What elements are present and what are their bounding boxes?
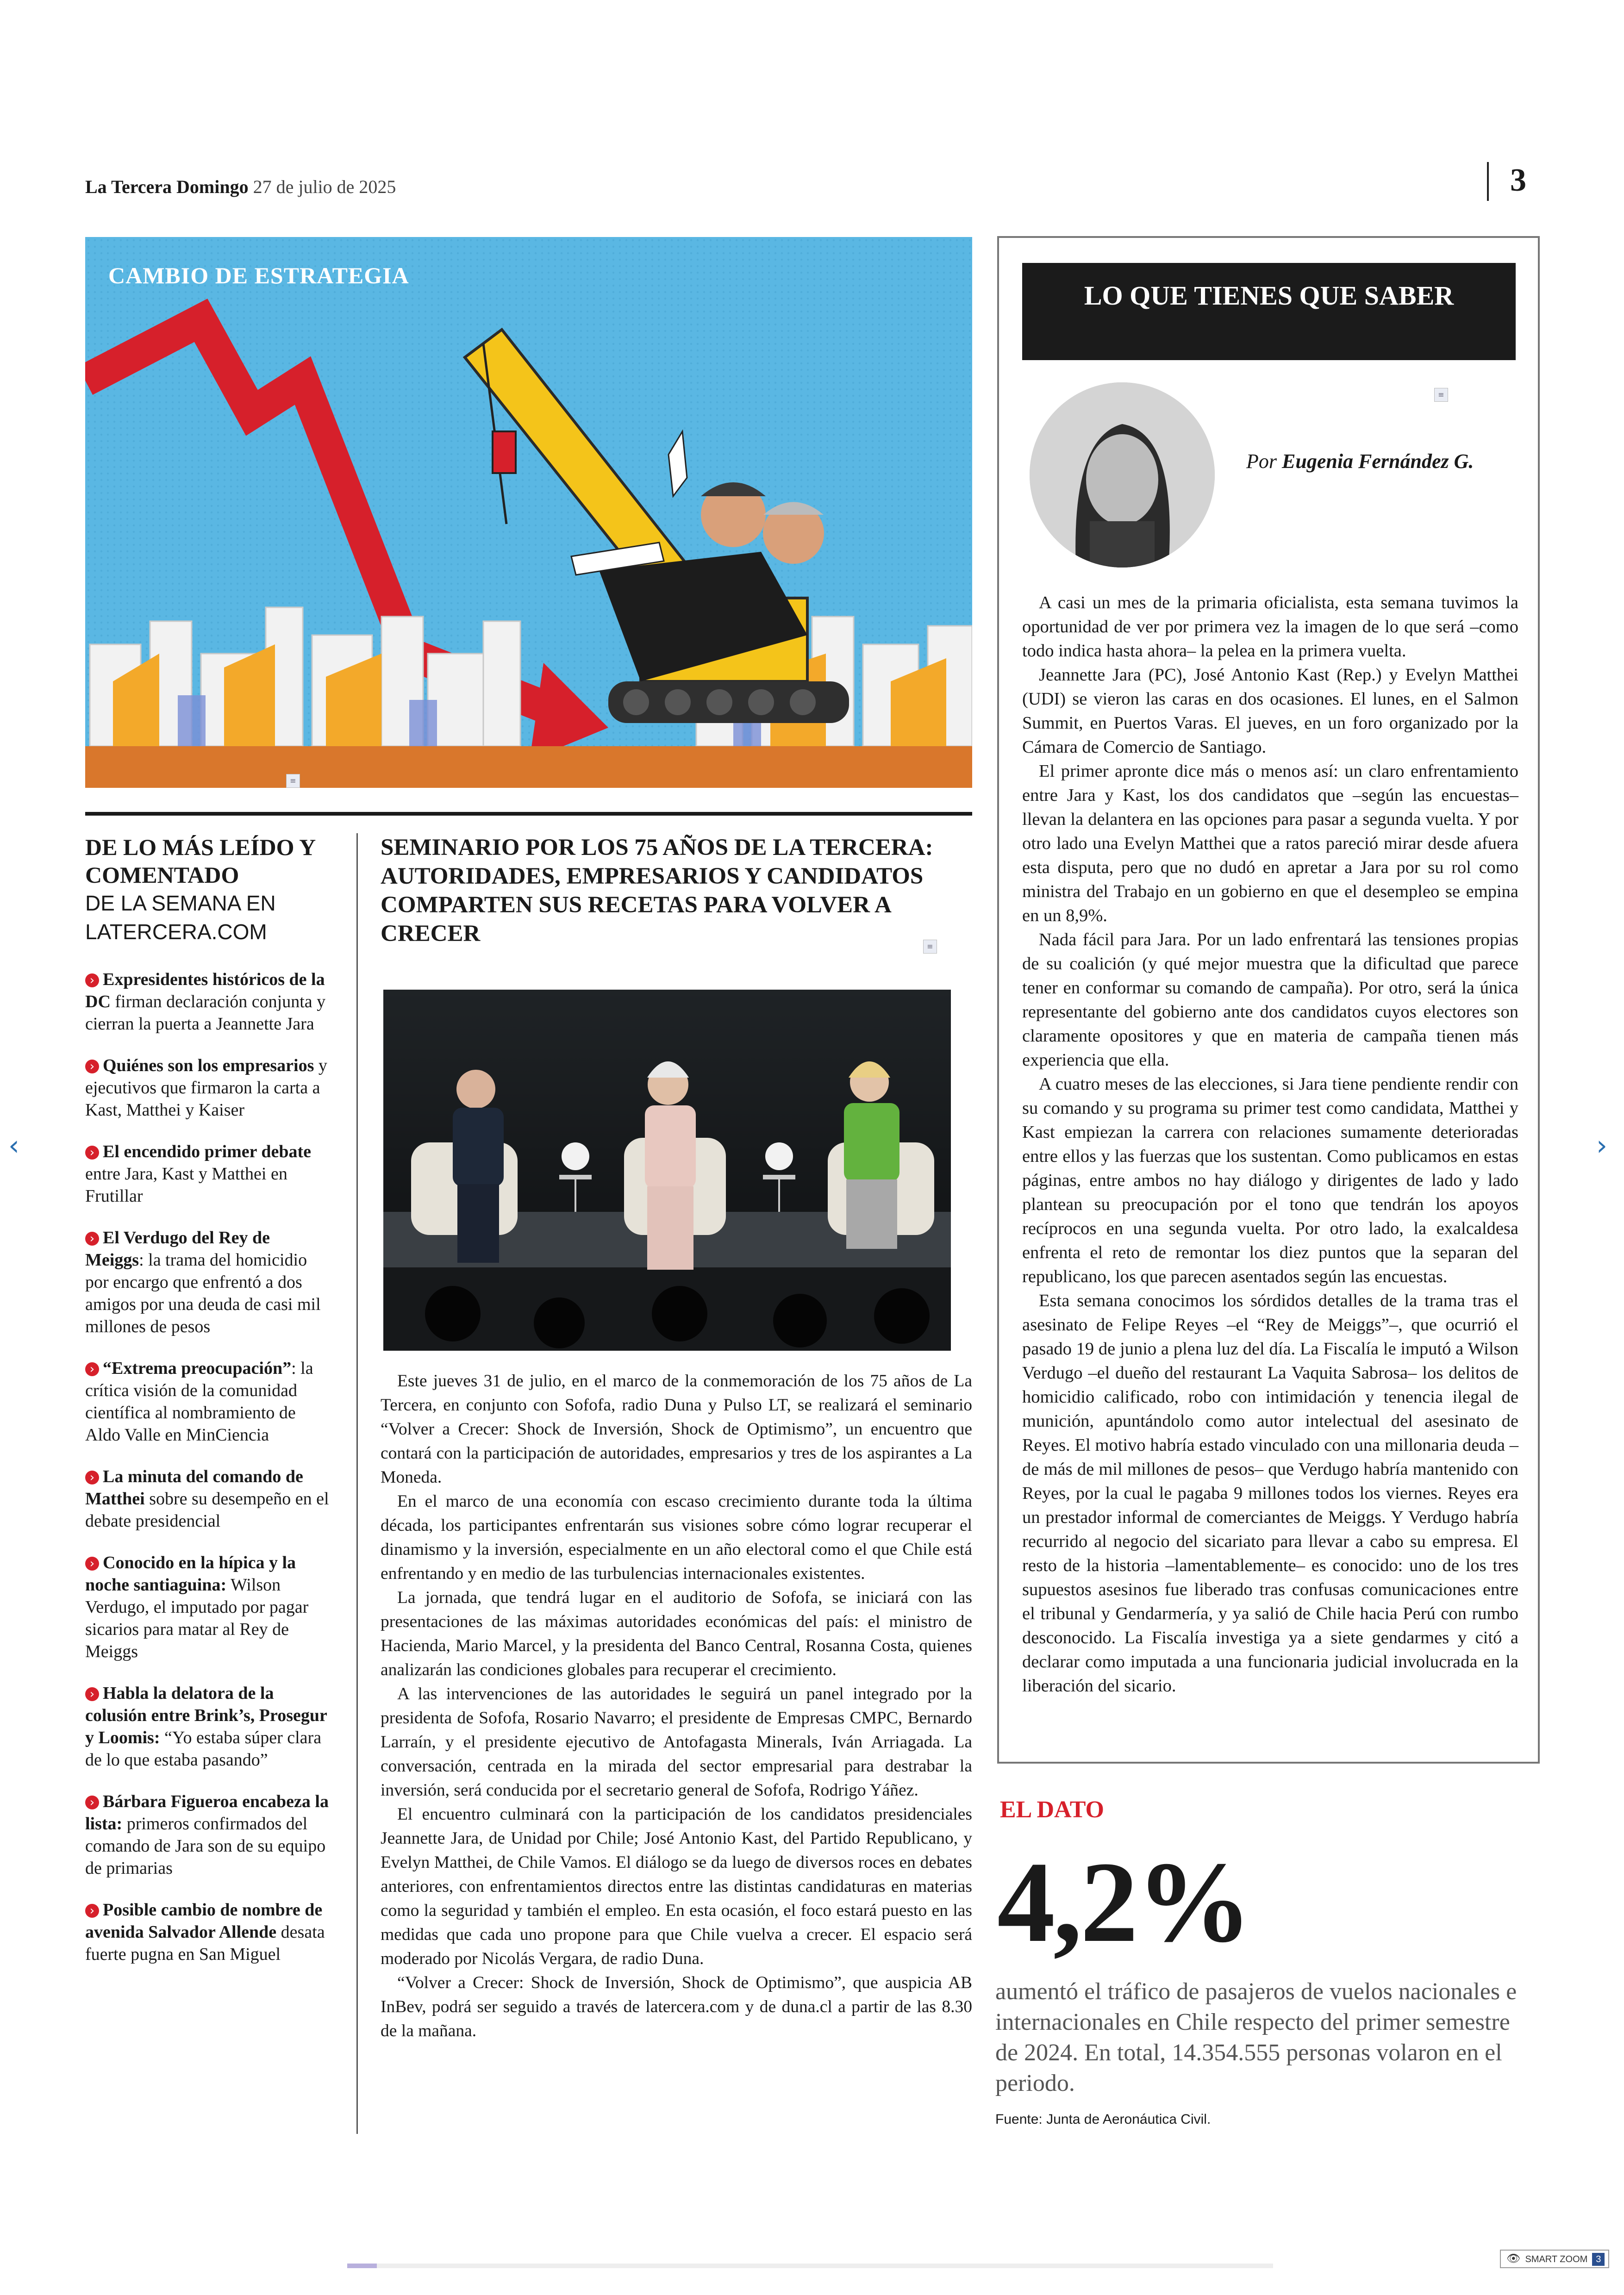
note-icon[interactable]: ≡ [923, 940, 937, 954]
paragraph: La jornada, que tendrá lugar en el auditorio de Sofofa, se iniciará con las presentaciones de las máximas autoridades económicas del país: el ministro de Hacienda, Mario Marcel, y la presidenta del Banco Central, Rosanna Costa, quienes analizarán las condiciones globales para recuperar el crecimiento. [381, 1588, 972, 1679]
most-read-item-headline: Bárbara Figueroa encabeza la lista: [85, 1792, 329, 1834]
paragraph: Este jueves 31 de julio, en el marco de la conmemoración de los 75 años de La Tercera, en conjunto con Sofofa, radio Duna y Pulso LT, se realizará el seminario “Volver a Crecer: Shock de Inversión, Shock de Optimismo”, un encuentro que contará con la participación de autoridades, empresarios y tres de los aspirantes a La Moneda. [381, 1372, 972, 1487]
bullet-icon: › [85, 973, 99, 987]
most-read-title: DE LO MÁS LEÍDO Y COMENTADO [85, 834, 315, 888]
most-read-item[interactable] [85, 1682, 331, 1771]
page-number: 3 [1510, 162, 1526, 198]
page-progress-bar[interactable] [347, 2264, 1273, 2268]
most-read-item-headline: Habla la delatora de la colusión entre Brink’s, Prosegur y Loomis: [85, 1684, 327, 1747]
most-read-subtitle: DE LA SEMANA EN LATERCERA.COM [85, 891, 276, 944]
header-divider [1487, 162, 1489, 201]
byline-prefix: Por [1246, 450, 1277, 473]
issue-date: 27 de julio de 2025 [253, 176, 396, 197]
most-read-item[interactable] [85, 1054, 331, 1121]
dato-source: Fuente: Junta de Aeronáutica Civil. [995, 2112, 1211, 2127]
dato-value: 4,2% [997, 1838, 1250, 1966]
bullet-icon: › [85, 1557, 99, 1571]
column-divider [356, 833, 358, 2134]
most-read-item[interactable] [85, 1466, 331, 1532]
smart-zoom-button[interactable] [1500, 2250, 1609, 2268]
note-icon[interactable]: ≡ [286, 774, 300, 788]
author-portrait [1030, 382, 1215, 568]
article-body [381, 1369, 972, 2043]
most-read-item[interactable] [85, 1899, 331, 1965]
most-read-item[interactable] [85, 1357, 331, 1446]
eye-icon: 👁 [1506, 2252, 1521, 2265]
smart-zoom-page: 3 [1592, 2253, 1605, 2266]
sidebar-body [1022, 591, 1518, 1698]
most-read-item-headline: Quiénes son los empresarios [103, 1056, 314, 1075]
bullet-icon: › [85, 1687, 99, 1701]
dato-label: EL DATO [1000, 1796, 1104, 1823]
most-read-item-text: “Yo estaba súper clara de lo que estaba pasando” [85, 1728, 322, 1770]
most-read-item-text: : la crítica visión de la comunidad científica al nombramiento de Aldo Valle en MinCiencia [85, 1359, 313, 1445]
sidebar-box [997, 236, 1540, 1764]
byline [1246, 449, 1474, 474]
most-read-item[interactable] [85, 1141, 331, 1207]
paragraph: A las intervenciones de las autoridades le seguirá un panel integrado por la presidenta de Sofofa, Rosario Navarro; el presidente de Empresas CMPC, Bernardo Larraín, y el presidente ejecutivo de Antofagasta Minerals, Iván Arriagada. La conversación, centrada en la mirada del sector empresarial para destrabar la inversión, será conducida por el secretario general de Sofofa, Rodrigo Yáñez. [381, 1684, 972, 1800]
most-read-item-text: primeros confirmados del comando de Jara son de su equipo de primarias [85, 1814, 326, 1878]
bullet-icon: › [85, 1904, 99, 1918]
paragraph: El encuentro culminará con la participación de los candidatos presidenciales Jeannette Jara, de Unidad por Chile; José Antonio Kast, del Partido Republicano, y Evelyn Matthei, de Chile Vamos. El diálogo se da luego de diversos roces en debates anteriores, con enfrentamientos directos entre las distintas candidaturas en materias como la seguridad y también el empleo. En esta ocasión, el foco estará puesto en las medidas que cada uno propone para que Chile vuelva a crecer. El espacio será moderado por Nicolás Vergara, de radio Duna. [381, 1805, 972, 1968]
most-read-item-headline: Conocido en la hípica y la noche santiaguina: [85, 1553, 296, 1595]
stage-scene [383, 990, 951, 1351]
most-read-list [85, 968, 331, 1965]
dato-text: aumentó el tráfico de pasajeros de vuelos nacionales e internacionales en Chile respecto del primer semestre de 2024. En total, 14.354.555 personas volaron en el periodo. [995, 1978, 1517, 2096]
most-read-item-text: y ejecutivos que firmaron la carta a Kast, Matthei y Kaiser [85, 1056, 327, 1120]
note-icon[interactable]: ≡ [1434, 388, 1448, 402]
previous-page-button[interactable]: ‹ [8, 1129, 19, 1162]
paragraph: A cuatro meses de las elecciones, si Jara tiene pendiente rendir con su comando y su programa su primer test como candidata, Matthei y Kast empiezan la carrera con relaciones sumamente deterioradas entre ellos y las fuerzas que los sustentan. Como publicamos en estas páginas, entre ambos no hay diálogo y dirigentes de lado y lado plantean su preocupación por el tono que tendrán los apoyos recíprocos en una segunda vuelta. Por otro lado, la exalcaldesa enfrenta el reto de remontar los diez puntos que la separan del republicano, los que parecen asentados según las encuestas. [1022, 1074, 1518, 1286]
most-read-item-text: desata fuerte pugna en San Miguel [85, 1922, 325, 1964]
author-name: Eugenia Fernández G. [1282, 450, 1474, 473]
most-read-item[interactable] [85, 1227, 331, 1338]
paragraph: Nada fácil para Jara. Por un lado enfrentará las tensiones propias de su coalición (y qué mejor muestra que la dificultad que parece tener en conformar su comando de campaña). Por otro, será la única representante del gobierno ante dos candidatos cuyos electores son claramente opositores y que en materia de campaña tienen más experiencia que ella. [1022, 930, 1518, 1070]
page-progress-fill [347, 2264, 377, 2268]
hero-kicker: CAMBIO DE ESTRATEGIA [108, 262, 409, 288]
bullet-icon: › [85, 1471, 99, 1484]
most-read-item-headline: Expresidentes históricos de la DC [85, 970, 325, 1011]
most-read-item-text: sobre su desempeño en el debate presidencial [85, 1489, 329, 1531]
most-read-item-text: : la trama del homicidio por encargo que enfrentó a dos amigos por una deuda de casi mil millones de pesos [85, 1250, 321, 1336]
page-header [85, 176, 396, 198]
most-read-item-text: firman declaración conjunta y cierran la puerta a Jeannette Jara [85, 992, 326, 1034]
paragraph: Jeannette Jara (PC), José Antonio Kast (Rep.) y Evelyn Matthei (UDI) se vieron las caras en dos ocasiones. El lunes, en el Salmon Summit, en Puertos Varas. El jueves, en un foro organizado por la Cámara de Comercio de Santiago. [1022, 665, 1518, 757]
most-read-item[interactable] [85, 1552, 331, 1663]
bullet-icon: › [85, 1060, 99, 1073]
smart-zoom-label: SMART ZOOM [1525, 2254, 1588, 2264]
sidebar-banner: LO QUE TIENES QUE SABER [1022, 263, 1516, 360]
hero-illustration [85, 237, 972, 788]
bullet-icon: › [85, 1362, 99, 1376]
bullet-icon: › [85, 1146, 99, 1160]
most-read-item-headline: “Extrema preocupación” [103, 1359, 292, 1378]
most-read-item-text: entre Jara, Kast y Matthei en Frutillar [85, 1164, 287, 1206]
most-read-column [85, 833, 331, 1985]
paragraph: “Volver a Crecer: Shock de Inversión, Shock de Optimismo”, que auspicia AB InBev, podrá ser seguido a través de latercera.com y de duna.cl a partir de las 8.30 de la mañana. [381, 1973, 972, 2040]
bullet-icon: › [85, 1796, 99, 1809]
paragraph: A casi un mes de la primaria oficialista, esta semana tuvimos la oportunidad de ver por primera vez la imagen de lo que será –como todo indica hasta ahora– la pelea en la primera vuelta. [1022, 593, 1518, 661]
portrait-image [1030, 382, 1215, 568]
crane-illustration [85, 237, 972, 788]
newspaper-name: La Tercera Domingo [85, 176, 249, 197]
paragraph: En el marco de una economía con escaso crecimiento durante toda la última década, los participantes enfrentarán sus visiones sobre cómo lograr recuperar el dinamismo y la inversión, especialmente en un año electoral como el que Chile está enfrentando y en medio de las turbulencias internacionales existentes. [381, 1492, 972, 1583]
most-read-item-text: Wilson Verdugo, el imputado por pagar sicarios para matar al Rey de Meiggs [85, 1575, 309, 1661]
most-read-item-headline: El encendido primer debate [103, 1142, 312, 1161]
seminar-photo [383, 990, 951, 1351]
section-rule [85, 812, 972, 816]
most-read-item-headline: La minuta del comando de Matthei [85, 1467, 303, 1509]
most-read-item-headline: Posible cambio de nombre de avenida Salvador Allende [85, 1900, 323, 1942]
paragraph: Esta semana conocimos los sórdidos detalles de la trama tras el asesinato de Felipe Reyes –el “Rey de Meiggs”–, que ocurrió el pasado 19 de junio a plena luz del día. La Fiscalía le imputó a Wilson Verdugo –el dueño del restaurant La Vaquita Sabrosa– los delitos de homicidio calificado, robo con intimidación y tenencia ilegal de munición, apuntándolo como autor intelectual del asesinato de Reyes. El motivo habría estado vinculado con una millonaria deuda –de más de mil millones de pesos– que Verdugo habría mantenido con Reyes, por la cual le pagaba 9 millones todos los viernes. Reyes era un prestador informal de comerciantes de Meiggs. Y Verdugo habría recurrido al negocio del sicariato para llevar a cabo su empresa. El resto de la historia –lamentablemente– es conocido: uno de los tres supuestos asesinos fue liberado tras confusas comunicaciones entre el tribunal y Gendarmería, y ya salió de Chile hacia Perú con rumbo desconocido. La Fiscalía investiga ya a siete gendarmes y citó a declarar como imputada a una funcionaria judicial involucrada en la liberación del sicario. [1022, 1291, 1518, 1696]
most-read-item[interactable] [85, 1790, 331, 1879]
bullet-icon: › [85, 1232, 99, 1246]
next-page-button[interactable]: › [1596, 1129, 1607, 1162]
paragraph: El primer apronte dice más o menos así: un claro enfrentamiento entre Jara y Kast, los dos candidatos que –según las encuestas– llevan la delantera en las opciones para pasar a segunda vuelta. Y por otro lado una Evelyn Matthei que a ratos pareció mirar desde afuera esta disputa, pero que no dudó en apretar a Jara por su rol como ministra del Trabajo en un gobierno en que el desempleo se empina en un 8,9%. [1022, 761, 1518, 925]
most-read-item-headline: El Verdugo del Rey de Meiggs [85, 1228, 270, 1270]
article-title: SEMINARIO POR LOS 75 AÑOS DE LA TERCERA: AUTORIDADES, EMPRESARIOS Y CANDIDATOS COMPARTEN SUS RECETAS PARA VOLVER A CRECER [381, 835, 933, 947]
article [381, 833, 972, 2043]
most-read-item[interactable] [85, 968, 331, 1035]
